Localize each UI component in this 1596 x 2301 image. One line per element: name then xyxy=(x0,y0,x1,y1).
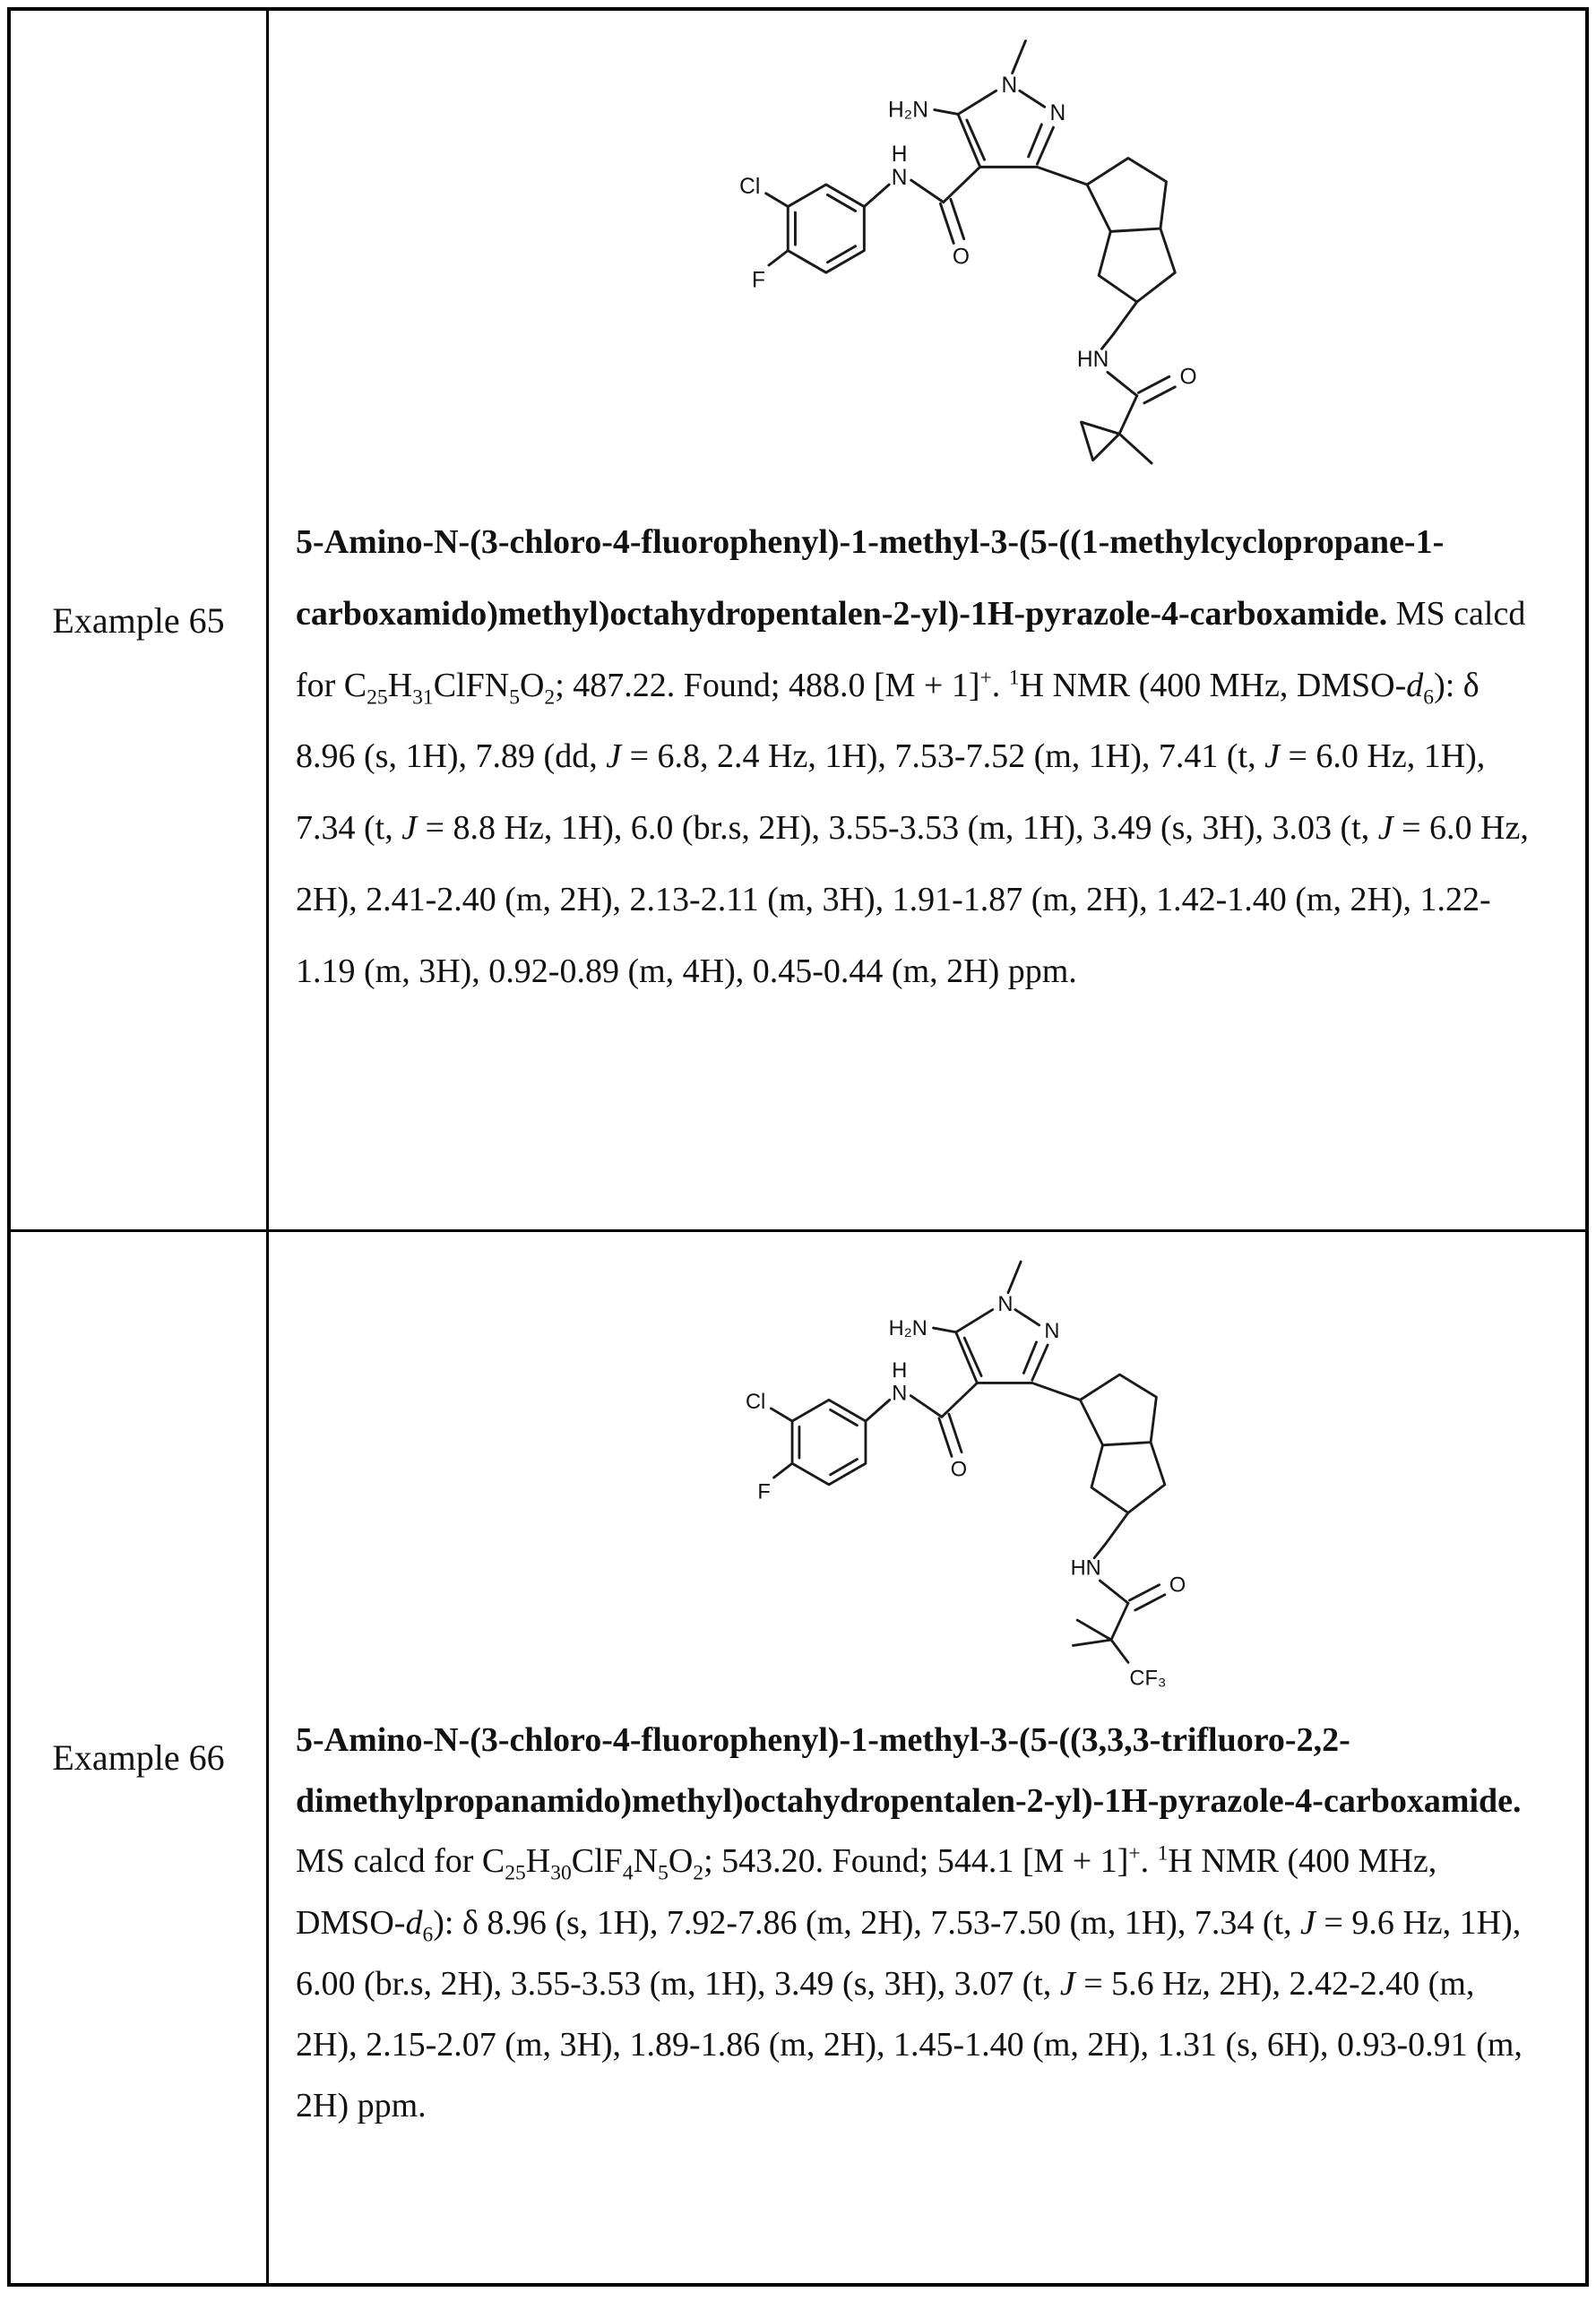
chloro-label: Cl xyxy=(745,1390,766,1414)
fluoro-label: F xyxy=(751,268,765,293)
example-65-label-cell xyxy=(11,11,269,1229)
pyrazole-n2-label: N xyxy=(1049,101,1065,125)
acyl-o-label: O xyxy=(1178,365,1197,390)
amine-label: H₂N xyxy=(888,1316,927,1340)
examples-table xyxy=(7,7,1589,2287)
acyl-o-label: O xyxy=(1169,1573,1186,1598)
amide-h-label: H xyxy=(891,142,907,167)
example-65-label: Example 65 xyxy=(52,599,225,641)
amide-o-label: O xyxy=(950,1458,968,1482)
example-66-content-cell xyxy=(269,1229,1585,2283)
structure-drawing-example-65 xyxy=(591,23,1237,507)
pyrazole-n2-label: N xyxy=(1044,1320,1060,1344)
cf3-label: CF₃ xyxy=(1129,1667,1167,1691)
chemical-structure-example-66 xyxy=(296,1245,1531,1711)
amide-h-label: H xyxy=(892,1359,908,1383)
chloro-label: Cl xyxy=(738,174,760,199)
hn-label: HN xyxy=(1076,347,1109,372)
amide-o-label: O xyxy=(952,245,970,270)
fluoro-label: F xyxy=(757,1480,771,1504)
example-66-description: 5-Amino-N-(3-chloro-4-fluorophenyl)-1-methyl-3-(5-((3,3,3-trifluoro-2,2-dimethylpropanamido)methyl)octahydropentalen-2-yl)-1H-pyrazole-4-carboxamide. MS calcd for $C_{25}H_{30}ClF_4N_5O_2$; 543.20. Found; 544.1 [M + 1]+. $^1$H NMR (400 MHz, DMSO-$d_6$): δ 8.96 (s, 1H), 7.92-7.86 (m, 2H), 7.53-7.50 (m, 1H), 7.34 (t, J = 9.6 Hz, 1H), 6.00 (br.s, 2H), 3.55-3.53 (m, 1H), 3.49 (s, 3H), 3.07 (t, J = 5.6 Hz, 2H), 2.42-2.40 (m, 2H), 2.15-2.07 (m, 3H), 1.89-1.86 (m, 2H), 1.45-1.40 (m, 2H), 1.31 (s, 6H), 0.93-0.91 (m, 2H) ppm. xyxy=(296,1721,1523,2124)
pyrazole-n1-label: N xyxy=(1001,73,1017,98)
amide-n-label: N xyxy=(891,166,907,190)
chemical-structure-example-65 xyxy=(296,23,1531,507)
example-66-label-cell xyxy=(11,1229,269,2283)
amide-n-label: N xyxy=(892,1382,908,1406)
hn-label: HN xyxy=(1070,1556,1101,1581)
example-65-description: 5-Amino-N-(3-chloro-4-fluorophenyl)-1-methyl-3-(5-((1-methylcyclopropane-1-carboxamido)methyl)octahydropentalen-2-yl)-1H-pyrazole-4-carboxamide. MS calcd for $C_{25}H_{31}ClFN_5O_2$; 487.22. Found; 488.0 [M + 1]+. $^1$H NMR (400 MHz, DMSO-$d_6$): δ 8.96 (s, 1H), 7.89 (dd, J = 6.8, 2.4 Hz, 1H), 7.53-7.52 (m, 1H), 7.41 (t, J = 6.0 Hz, 1H), 7.34 (t, J = 8.8 Hz, 1H), 6.0 (br.s, 2H), 3.55-3.53 (m, 1H), 3.49 (s, 3H), 3.03 (t, J = 6.0 Hz, 2H), 2.41-2.40 (m, 2H), 2.13-2.11 (m, 3H), 1.91-1.87 (m, 2H), 1.42-1.40 (m, 2H), 1.22-1.19 (m, 3H), 0.92-0.89 (m, 4H), 0.45-0.44 (m, 2H) ppm. xyxy=(296,523,1529,990)
example-66-label: Example 66 xyxy=(52,1737,225,1778)
amine-label: H₂N xyxy=(887,98,928,123)
pyrazole-n1-label: N xyxy=(997,1293,1014,1317)
structure-drawing-example-66 xyxy=(603,1245,1224,1711)
example-65-content-cell xyxy=(269,11,1585,1229)
